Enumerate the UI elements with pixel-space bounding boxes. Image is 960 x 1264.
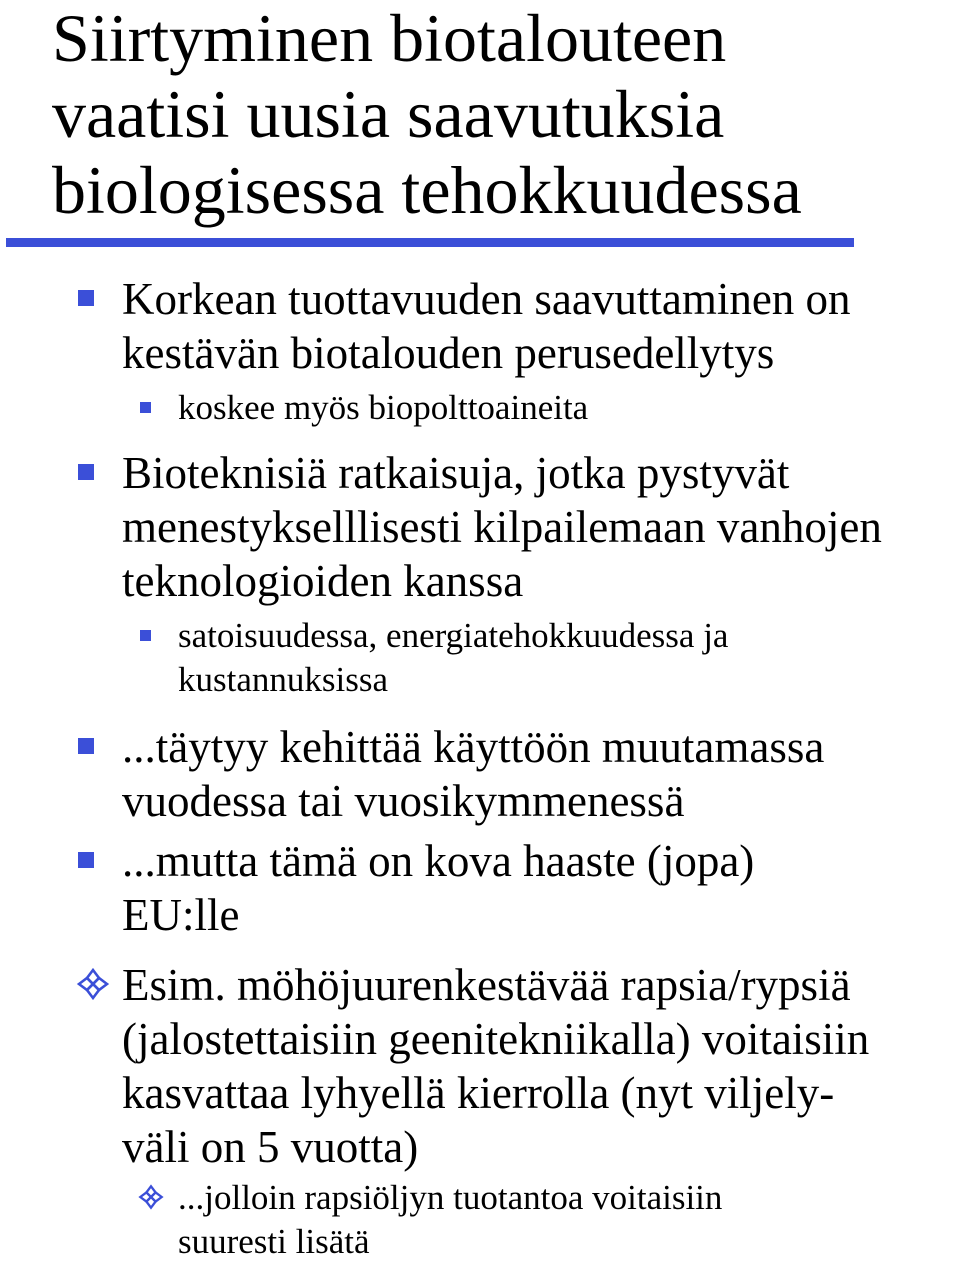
bullet-line: (jalostettaisiin geenitekniikalla) voitaisiin [122, 1014, 870, 1064]
square-bullet-icon [78, 464, 94, 480]
title-line: vaatisi uusia saavutuksia [52, 76, 725, 152]
bullet-line: väli on 5 vuotta) [122, 1122, 419, 1172]
sub-bullet-item [178, 1176, 722, 1264]
sub-bullet-item [178, 614, 728, 702]
bullet-line: ...jolloin rapsiöljyn tuotantoa voitaisiin [178, 1178, 723, 1217]
bullet-item [122, 720, 824, 828]
square-bullet-icon [78, 738, 94, 754]
slide-title [52, 0, 952, 228]
diamond-bullet-icon [138, 1184, 164, 1210]
title-line: Siirtyminen biotalouteen [52, 0, 727, 76]
diamond-bullet-icon [76, 967, 110, 1001]
bullet-line: ...täytyy kehittää käyttöön muutamassa [122, 722, 825, 772]
square-bullet-icon [140, 630, 151, 641]
bullet-line: koskee myös biopolttoaineita [178, 388, 589, 427]
bullet-line: kasvattaa lyhyellä kierrolla (nyt viljely- [122, 1068, 835, 1118]
bullet-line: Bioteknisiä ratkaisuja, jotka pystyvät [122, 448, 790, 498]
bullet-line: kestävän biotalouden perusedellytys [122, 328, 775, 378]
bullet-line: ...mutta tämä on kova haaste (jopa) [122, 836, 755, 886]
square-bullet-icon [78, 852, 94, 868]
bullet-line: suuresti lisätä [178, 1222, 370, 1261]
bullet-line: EU:lle [122, 890, 240, 940]
bullet-line: Korkean tuottavuuden saavuttaminen on [122, 274, 851, 324]
bullet-line: vuodessa tai vuosikymmenessä [122, 776, 685, 826]
bullet-line: menestykselllisesti kilpailemaan vanhojen [122, 502, 882, 552]
bullet-line: kustannuksissa [178, 660, 388, 699]
bullet-line: satoisuudessa, energiatehokkuudessa ja [178, 616, 729, 655]
bullet-item [122, 958, 869, 1174]
bullet-item [122, 446, 882, 608]
title-divider [6, 238, 854, 247]
title-line: biologisessa tehokkuudessa [52, 152, 802, 228]
bullet-item [122, 272, 851, 380]
square-bullet-icon [78, 290, 94, 306]
square-bullet-icon [140, 402, 151, 413]
bullet-item [122, 834, 754, 942]
sub-bullet-item [178, 386, 588, 430]
bullet-line: teknologioiden kanssa [122, 556, 524, 606]
bullet-line: Esim. möhöjuurenkestävää rapsia/rypsiä [122, 960, 851, 1010]
